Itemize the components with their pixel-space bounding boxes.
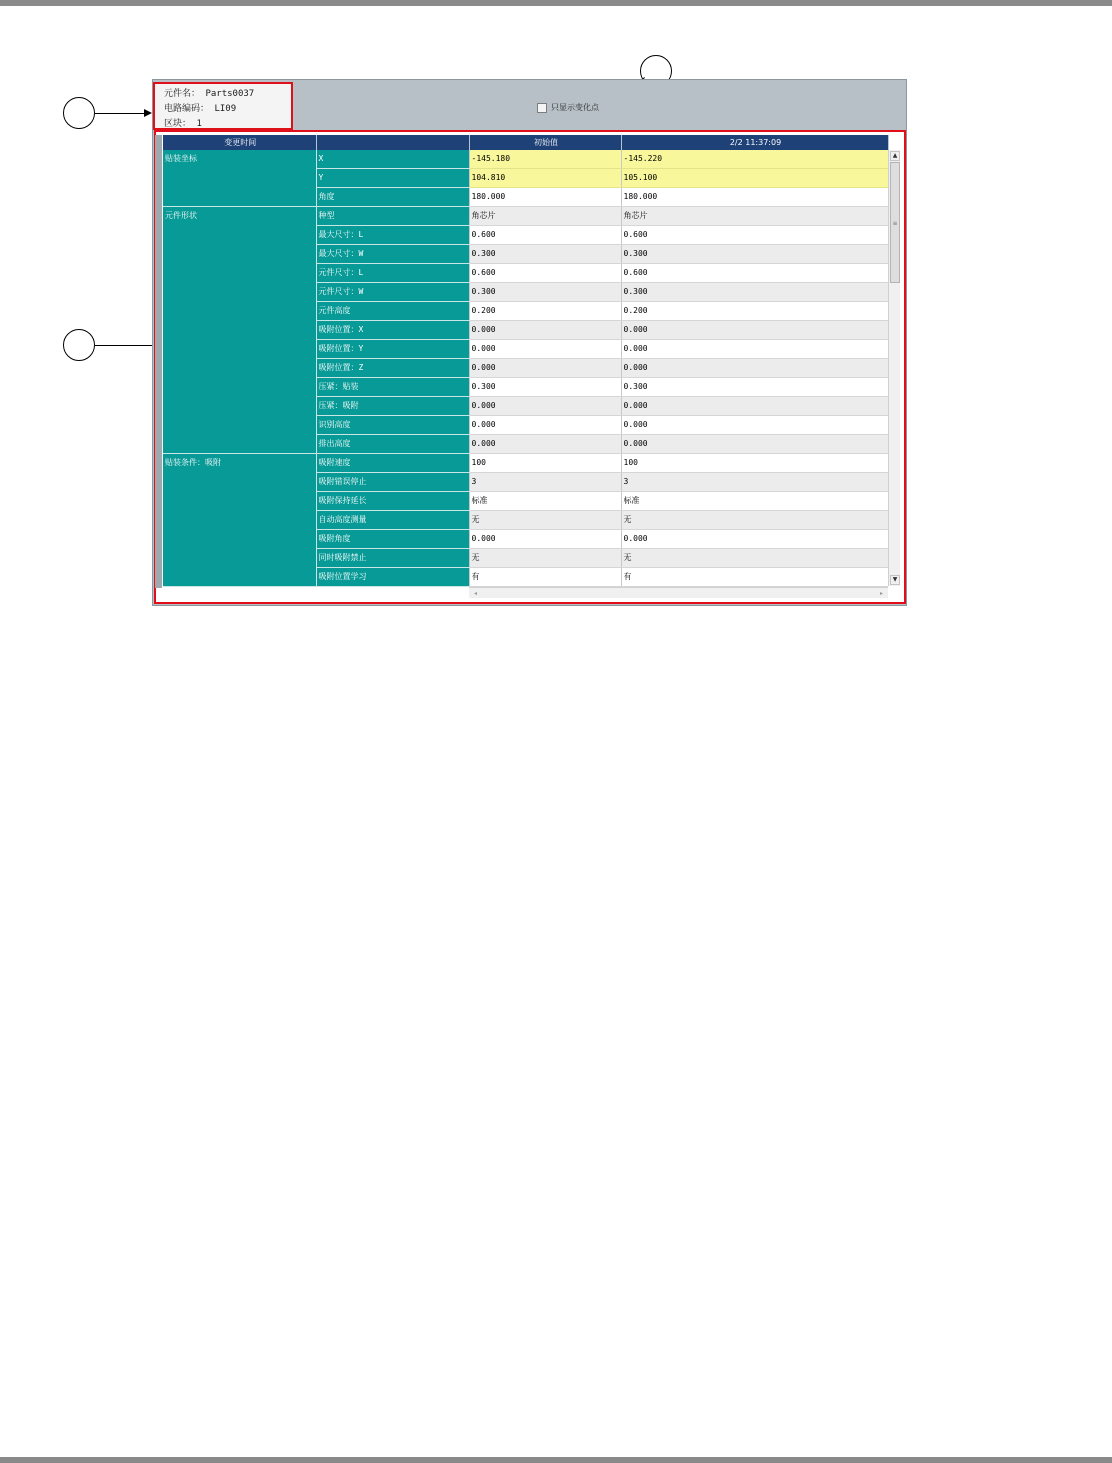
initial-value-cell[interactable]: 0.000 xyxy=(469,416,621,435)
current-value-cell[interactable]: 0.000 xyxy=(621,530,888,549)
group-name-cell: 贴装坐标 xyxy=(163,150,316,207)
vertical-scrollbar[interactable] xyxy=(888,150,900,586)
part-info-panel xyxy=(153,82,293,130)
initial-value-cell[interactable]: 无 xyxy=(469,549,621,568)
parameter-name-cell[interactable]: 元件高度 xyxy=(316,302,469,321)
current-value-cell[interactable]: 0.000 xyxy=(621,359,888,378)
parameter-name-cell[interactable]: 吸附位置：Y xyxy=(316,340,469,359)
parameter-name-cell[interactable]: 最大尺寸：W xyxy=(316,245,469,264)
initial-value-cell[interactable]: 0.000 xyxy=(469,397,621,416)
parameter-name-cell[interactable]: 最大尺寸：L xyxy=(316,226,469,245)
initial-value-cell[interactable]: 0.000 xyxy=(469,340,621,359)
parameter-name-cell[interactable]: 吸附位置学习 xyxy=(316,568,469,587)
parameter-name-cell[interactable]: X xyxy=(316,150,469,169)
current-value-cell[interactable]: 105.100 xyxy=(621,169,888,188)
circuit-code-line xyxy=(164,102,291,117)
column-header-parameter[interactable] xyxy=(316,135,469,150)
group-name-cell: 元件形状 xyxy=(163,207,316,454)
row-header-gutter xyxy=(155,135,162,588)
page-top-rule xyxy=(0,0,1112,6)
current-value-cell[interactable]: 0.600 xyxy=(621,264,888,283)
callout-leader-table xyxy=(95,345,153,346)
grid-header-row xyxy=(163,135,888,150)
vertical-scroll-thumb[interactable]: ≡ xyxy=(890,162,900,283)
initial-value-cell[interactable]: 0.200 xyxy=(469,302,621,321)
scroll-right-arrow-icon[interactable]: ▸ xyxy=(879,590,883,597)
column-header-change-time[interactable]: 变更时间 xyxy=(163,135,316,150)
page-bottom-rule xyxy=(0,1457,1112,1463)
initial-value-cell[interactable]: 104.810 xyxy=(469,169,621,188)
parameter-name-cell[interactable]: 角度 xyxy=(316,188,469,207)
callout-circle-table xyxy=(63,329,95,361)
initial-value-cell[interactable]: 标准 xyxy=(469,492,621,511)
circuit-code-value: LI09 xyxy=(214,104,237,114)
current-value-cell[interactable]: 0.000 xyxy=(621,321,888,340)
callout-leader-info xyxy=(95,113,145,114)
current-value-cell[interactable]: -145.220 xyxy=(621,150,888,169)
callout-arrowhead-info xyxy=(144,109,152,117)
current-value-cell[interactable]: 100 xyxy=(621,454,888,473)
initial-value-cell[interactable]: 0.000 xyxy=(469,321,621,340)
current-value-cell[interactable]: 0.300 xyxy=(621,245,888,264)
scroll-down-arrow-icon[interactable]: ▼ xyxy=(890,575,900,585)
initial-value-cell[interactable]: 0.600 xyxy=(469,264,621,283)
parameter-name-cell[interactable]: 吸附保持延长 xyxy=(316,492,469,511)
initial-value-cell[interactable]: 0.300 xyxy=(469,378,621,397)
current-value-cell[interactable]: 0.000 xyxy=(621,416,888,435)
current-value-cell[interactable]: 角芯片 xyxy=(621,207,888,226)
parameter-name-cell[interactable]: 吸附位置：X xyxy=(316,321,469,340)
current-value-cell[interactable]: 0.300 xyxy=(621,378,888,397)
group-name-cell: 贴装条件：吸附 xyxy=(163,454,316,587)
block-label: 区块： xyxy=(164,119,192,129)
part-name-line xyxy=(164,87,291,102)
current-value-cell[interactable]: 0.200 xyxy=(621,302,888,321)
initial-value-cell[interactable]: 0.000 xyxy=(469,435,621,454)
parameter-name-cell[interactable]: 吸附速度 xyxy=(316,454,469,473)
parameter-name-cell[interactable]: Y xyxy=(316,169,469,188)
initial-value-cell[interactable]: 0.000 xyxy=(469,530,621,549)
circuit-code-label: 电路编码： xyxy=(164,104,210,114)
initial-value-cell[interactable]: -145.180 xyxy=(469,150,621,169)
parameter-name-cell[interactable]: 元件尺寸：W xyxy=(316,283,469,302)
parameter-name-cell[interactable]: 压紧：贴装 xyxy=(316,378,469,397)
current-value-cell[interactable]: 标准 xyxy=(621,492,888,511)
parameter-name-cell[interactable]: 同时吸附禁止 xyxy=(316,549,469,568)
initial-value-cell[interactable]: 3 xyxy=(469,473,621,492)
initial-value-cell[interactable]: 100 xyxy=(469,454,621,473)
initial-value-cell[interactable]: 0.600 xyxy=(469,226,621,245)
current-value-cell[interactable]: 有 xyxy=(621,568,888,587)
parameter-name-cell[interactable]: 种型 xyxy=(316,207,469,226)
parameter-name-cell[interactable]: 吸附错误停止 xyxy=(316,473,469,492)
current-value-cell[interactable]: 0.000 xyxy=(621,435,888,454)
current-value-cell[interactable]: 无 xyxy=(621,511,888,530)
initial-value-cell[interactable]: 角芯片 xyxy=(469,207,621,226)
current-value-cell[interactable]: 0.300 xyxy=(621,283,888,302)
initial-value-cell[interactable]: 0.000 xyxy=(469,359,621,378)
parameter-name-cell[interactable]: 元件尺寸：L xyxy=(316,264,469,283)
current-value-cell[interactable]: 无 xyxy=(621,549,888,568)
initial-value-cell[interactable]: 0.300 xyxy=(469,245,621,264)
parameter-name-cell[interactable]: 识别高度 xyxy=(316,416,469,435)
part-name-label: 元件名： xyxy=(164,89,201,99)
initial-value-cell[interactable]: 无 xyxy=(469,511,621,530)
initial-value-cell[interactable]: 0.300 xyxy=(469,283,621,302)
current-value-cell[interactable]: 0.000 xyxy=(621,340,888,359)
parameter-name-cell[interactable]: 自动高度测量 xyxy=(316,511,469,530)
initial-value-cell[interactable]: 180.000 xyxy=(469,188,621,207)
show-changes-only-filter[interactable] xyxy=(537,102,599,113)
scroll-up-arrow-icon[interactable]: ▲ xyxy=(890,151,900,161)
parameter-name-cell[interactable]: 吸附位置：Z xyxy=(316,359,469,378)
parameter-name-cell[interactable]: 排出高度 xyxy=(316,435,469,454)
part-name-value: Parts0037 xyxy=(205,89,255,99)
table-row[interactable] xyxy=(163,207,888,226)
scroll-left-arrow-icon[interactable]: ◂ xyxy=(473,590,477,597)
show-changes-only-checkbox[interactable] xyxy=(537,103,547,113)
current-value-cell[interactable]: 180.000 xyxy=(621,188,888,207)
show-changes-only-label: 只显示变化点 xyxy=(551,103,599,112)
horizontal-scrollbar[interactable] xyxy=(469,587,888,598)
column-header-revision[interactable]: 2/2 11:37:09 xyxy=(621,135,888,150)
table-row[interactable] xyxy=(163,454,888,473)
current-value-cell[interactable]: 0.600 xyxy=(621,226,888,245)
initial-value-cell[interactable]: 有 xyxy=(469,568,621,587)
change-history-grid xyxy=(163,135,889,587)
table-row[interactable] xyxy=(163,150,888,169)
column-header-initial-value[interactable]: 初始值 xyxy=(469,135,621,150)
parameter-name-cell[interactable]: 吸附角度 xyxy=(316,530,469,549)
parameter-name-cell[interactable]: 压紧：吸附 xyxy=(316,397,469,416)
block-value: 1 xyxy=(196,119,202,129)
callout-circle-info xyxy=(63,97,95,129)
current-value-cell[interactable]: 3 xyxy=(621,473,888,492)
current-value-cell[interactable]: 0.000 xyxy=(621,397,888,416)
